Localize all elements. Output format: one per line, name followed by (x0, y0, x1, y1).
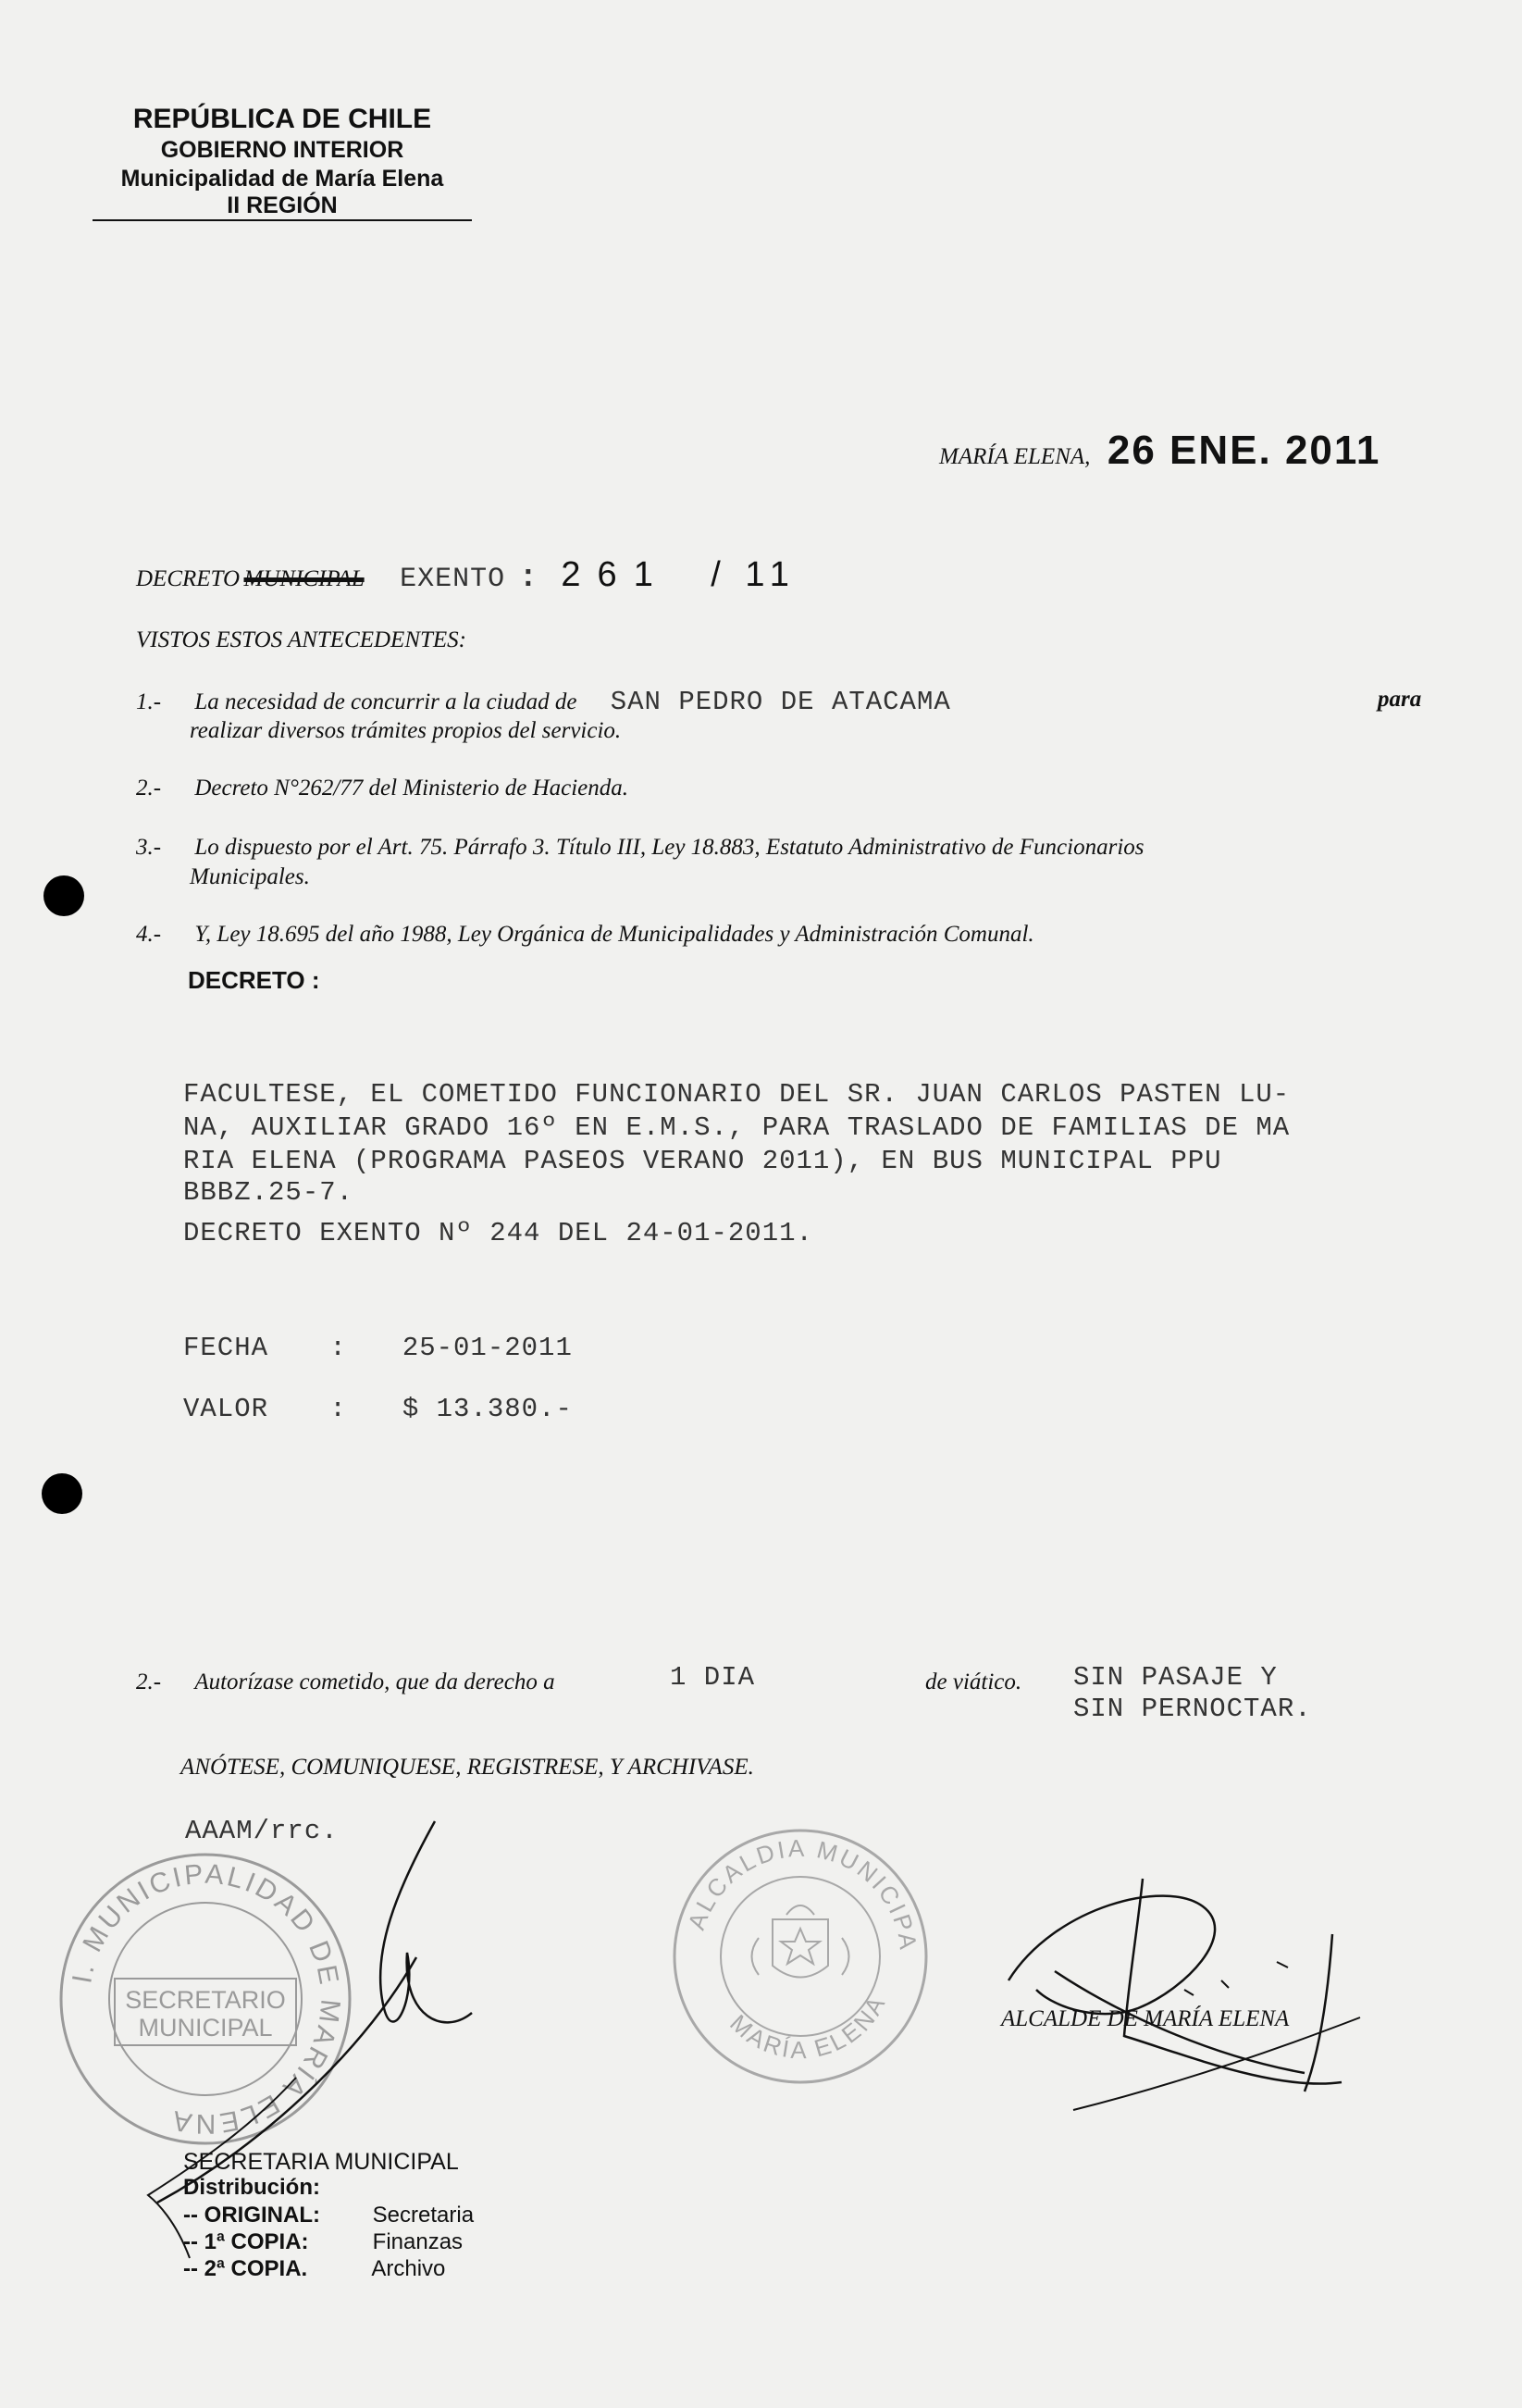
valor-colon: : (329, 1394, 347, 1424)
stamp-center-ring-bottom: MARÍA ELENA (724, 1990, 892, 2065)
item2-typed: 1 DIA (670, 1662, 756, 1693)
body-line-4: BBBZ.25-7. (183, 1177, 354, 1208)
distribution-label: -- 1ª COPIA: (183, 2229, 309, 2254)
stamp-left-center-1: SECRETARIO (125, 1986, 286, 2014)
vistos-item-1-cont: realizar diversos trámites propios del servicio. (190, 718, 622, 743)
svg-text:MARÍA ELENA (724, 1990, 891, 2064)
distribution-value: Archivo (371, 2256, 446, 2281)
distribution-row (183, 2203, 474, 2229)
decree-label: DECRETO (136, 566, 241, 591)
distribution-value: Finanzas (372, 2229, 464, 2254)
body-line-1: FACULTESE, EL COMETIDO FUNCIONARIO DEL SR. JUAN CARLOS PASTEN LU- (183, 1079, 1291, 1110)
vistos-item-3-cont: Municipales. (190, 864, 310, 889)
stamp-center (662, 1805, 930, 2086)
fecha-label: FECHA (183, 1333, 269, 1363)
stamp-left-center-2: MUNICIPAL (138, 2014, 273, 2042)
vistos-item-1-text: La necesidad de concurrir a la ciudad de (194, 689, 577, 714)
distribution-list (183, 2203, 474, 2283)
vistos-item-2-text: Decreto N°262/77 del Ministerio de Hacienda. (194, 776, 629, 801)
closing-text: ANÓTESE, COMUNIQUESE, REGISTRESE, Y ARCHIVASE. (180, 1755, 754, 1780)
vistos-item-4-text: Y, Ley 18.695 del año 1988, Ley Orgánica de Municipalidades y Administración Comunal. (194, 922, 1034, 947)
vistos-item-3 (136, 835, 1145, 861)
vistos-heading: VISTOS ESTOS ANTECEDENTES: (136, 627, 466, 652)
item2-typed2-line2: SIN PERNOCTAR. (1073, 1694, 1312, 1724)
letterhead-municipality: Municipalidad de María Elena (120, 166, 444, 192)
date-place: MARÍA ELENA, (939, 444, 1091, 469)
letterhead (93, 104, 472, 221)
coat-of-arms-icon (752, 1905, 849, 1978)
decree-num: 261 (561, 555, 670, 594)
secretaria-label: SECRETARIA MUNICIPAL (183, 2149, 459, 2175)
decree-struck-word: MUNICIPAL (243, 566, 365, 591)
item2-text: Autorízase cometido, que da derecho a (194, 1669, 555, 1694)
vistos-item-1-num: 1.- (136, 689, 162, 714)
letterhead-region: II REGIÓN (93, 192, 472, 221)
valor-row (183, 1394, 573, 1424)
punch-hole-bottom (42, 1473, 82, 1514)
vistos-item-3-text: Lo dispuesto por el Art. 75. Párrafo 3. Título III, Ley 18.883, Estatuto Administrativo de Funcionarios (194, 835, 1145, 860)
vistos-item-1-typed: SAN PEDRO DE ATACAMA (610, 687, 951, 717)
signature-alcalde (999, 1851, 1369, 2129)
vistos-item-4 (136, 922, 1034, 948)
initials: AAAM/rrc. (185, 1816, 339, 1846)
distribution-value: Secretaria (372, 2203, 475, 2228)
vistos-item-2 (136, 776, 628, 801)
distribution-heading: Distribución: (183, 2175, 320, 2200)
vistos-item-3-num: 3.- (136, 835, 162, 860)
letterhead-government: GOBIERNO INTERIOR (160, 137, 404, 163)
vistos-item-4-num: 4.- (136, 922, 162, 947)
distribution-row (183, 2256, 474, 2283)
date-stamp: 26 ENE. 2011 (1107, 428, 1381, 473)
item2-num: 2.- (136, 1669, 162, 1694)
fecha-row (183, 1333, 573, 1363)
fecha-colon: : (329, 1333, 347, 1363)
body-line-2: NA, AUXILIAR GRADO 16º EN E.M.S., PARA TRASLADO DE FAMILIAS DE MA (183, 1112, 1291, 1143)
vistos-item-1-after: para (1378, 687, 1422, 712)
item2-after: de viático. (925, 1669, 1022, 1694)
body-line-3: RIA ELENA (PROGRAMA PASEOS VERANO 2011), EN BUS MUNICIPAL PPU (183, 1146, 1222, 1176)
date-line (939, 428, 1380, 474)
stamp-left-ring: I. MUNICIPALIDAD DE MARÍA ELENA (67, 1858, 346, 2140)
letterhead-country: REPÚBLICA DE CHILE (132, 104, 432, 134)
distribution-label: -- 2ª COPIA. (183, 2256, 308, 2281)
stamp-center-ring-top: ALCALDIA MUNICIPAL (662, 1805, 923, 1954)
fecha-value: 25-01-2011 (402, 1333, 573, 1363)
decree-number (136, 555, 797, 596)
vistos-item-1 (136, 687, 1431, 717)
distribution-row (183, 2229, 474, 2256)
valor-value: $ 13.380.- (402, 1394, 573, 1424)
alcalde-label: ALCALDE DE MARÍA ELENA (1001, 2006, 1290, 2031)
distribution-label: -- ORIGINAL: (183, 2203, 320, 2228)
decree-colon: : (518, 561, 538, 596)
vistos-item-2-num: 2.- (136, 776, 162, 801)
punch-hole-top (43, 875, 84, 916)
decreto-heading: DECRETO : (188, 966, 320, 994)
valor-label: VALOR (183, 1394, 269, 1424)
body-ref: DECRETO EXENTO Nº 244 DEL 24-01-2011. (183, 1218, 813, 1248)
decree-type: EXENTO (400, 564, 506, 595)
item2-typed2-line1: SIN PASAJE Y (1073, 1662, 1278, 1693)
decree-year: / 11 (711, 555, 797, 594)
